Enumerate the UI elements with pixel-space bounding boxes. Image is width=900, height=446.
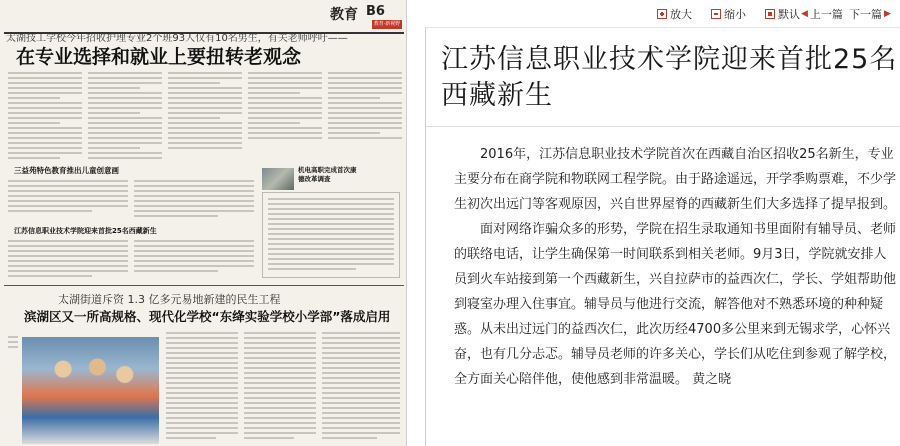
- zoom-in-label: 放大: [670, 8, 692, 21]
- story-headline-small[interactable]: 机电高职完成首次康德改革调查: [298, 166, 357, 183]
- zoom-in-button[interactable]: [657, 5, 692, 23]
- text-column: [134, 240, 254, 275]
- default-size-button[interactable]: [765, 5, 800, 23]
- story-kicker: 太湖街道斥资 1.3 亿多元易地新建的民生工程: [58, 293, 281, 306]
- arrow-left-icon: ◀: [801, 9, 808, 19]
- section-logo: 教育·新视野: [373, 21, 401, 27]
- text-column: [8, 240, 128, 280]
- article-panel: [425, 27, 900, 446]
- story-photo: [262, 168, 294, 190]
- text-column: [248, 72, 322, 142]
- zoom-out-button[interactable]: [711, 5, 746, 23]
- article-paragraph: 面对网络诈骗众多的形势，学院在招生录取通知书里面附有辅导员、老师的联络电话，让学生确保第一时间联系到相关老师。9月3日，学院就安排人员到火车站接到第一个西藏新生，兴自拉萨市的益西次仁，学长、学姐帮助他到寝室办理入住事宜。辅导员与他进行交流，解答他对不熟悉环境的种种疑惑。从未出过远门的益西次仁，此次历经4700多公里来到无锡求学，心怀兴奋，也有几分忐忑。辅导员老师的许多关心，学长们从吃住到参观了解学校，全方面关心陪伴他，使他感到非常温暖。 黄之晓: [454, 222, 897, 387]
- school-photo: [22, 337, 159, 444]
- section-name: 教育: [330, 7, 358, 23]
- story-headline[interactable]: 滨湖区又一所高规格、现代化学校“东绛实验学校小学部”落成启用: [24, 309, 391, 324]
- section-rule: [4, 285, 404, 286]
- story-kicker: 太湖技工学校今年招收护理专业2个班93人仅有10名男生，有关老师呼吁——: [6, 33, 348, 44]
- story-headline[interactable]: 在专业选择和就业上要扭转老观念: [16, 46, 302, 68]
- prev-article-label: 上一篇: [809, 8, 843, 21]
- text-column: [168, 72, 242, 152]
- article-paragraph: 2016年，江苏信息职业技术学院首次在西藏自治区招收25名新生，专业主要分布在商学院和物联网工程学院。由于路途遥远，开学季购票难，不少学生初次出远门等客观原因，兴自世界屋脊的西藏新生们大多选择了提早报到。: [454, 147, 897, 212]
- text-column: [328, 72, 402, 142]
- text-column: [134, 180, 254, 220]
- zoom-out-label: 缩小: [724, 8, 746, 21]
- newspaper-page-thumbnail[interactable]: [0, 0, 407, 446]
- zoom-out-icon: [711, 9, 721, 19]
- text-column: [8, 180, 128, 215]
- viewer-toolbar: [407, 5, 900, 23]
- next-article-label: 下一篇: [849, 8, 882, 21]
- default-size-label: 默认: [778, 8, 800, 21]
- text-column: [322, 332, 400, 442]
- story-headline-small[interactable]: 三益苑特色教育推出儿童创意画: [14, 166, 119, 175]
- text-column: [166, 332, 238, 442]
- story-headline-selected[interactable]: 江苏信息职业技术学院迎来首批25名西藏新生: [14, 227, 157, 235]
- text-column: [268, 198, 394, 273]
- next-article-button[interactable]: [849, 5, 893, 23]
- zoom-in-icon: [657, 9, 667, 19]
- text-column: [8, 72, 82, 162]
- title-divider: [426, 126, 900, 127]
- page-number: B6: [366, 4, 385, 19]
- default-size-icon: [765, 9, 775, 19]
- arrow-right-icon: ▶: [884, 9, 891, 19]
- text-column: [8, 336, 18, 351]
- article-viewer: [407, 0, 900, 446]
- prev-article-button[interactable]: [801, 5, 843, 23]
- article-title: 江苏信息职业技术学院迎来首批25名西藏新生: [441, 44, 898, 111]
- text-column: [244, 332, 316, 442]
- text-column: [88, 72, 162, 162]
- article-body: [454, 142, 898, 392]
